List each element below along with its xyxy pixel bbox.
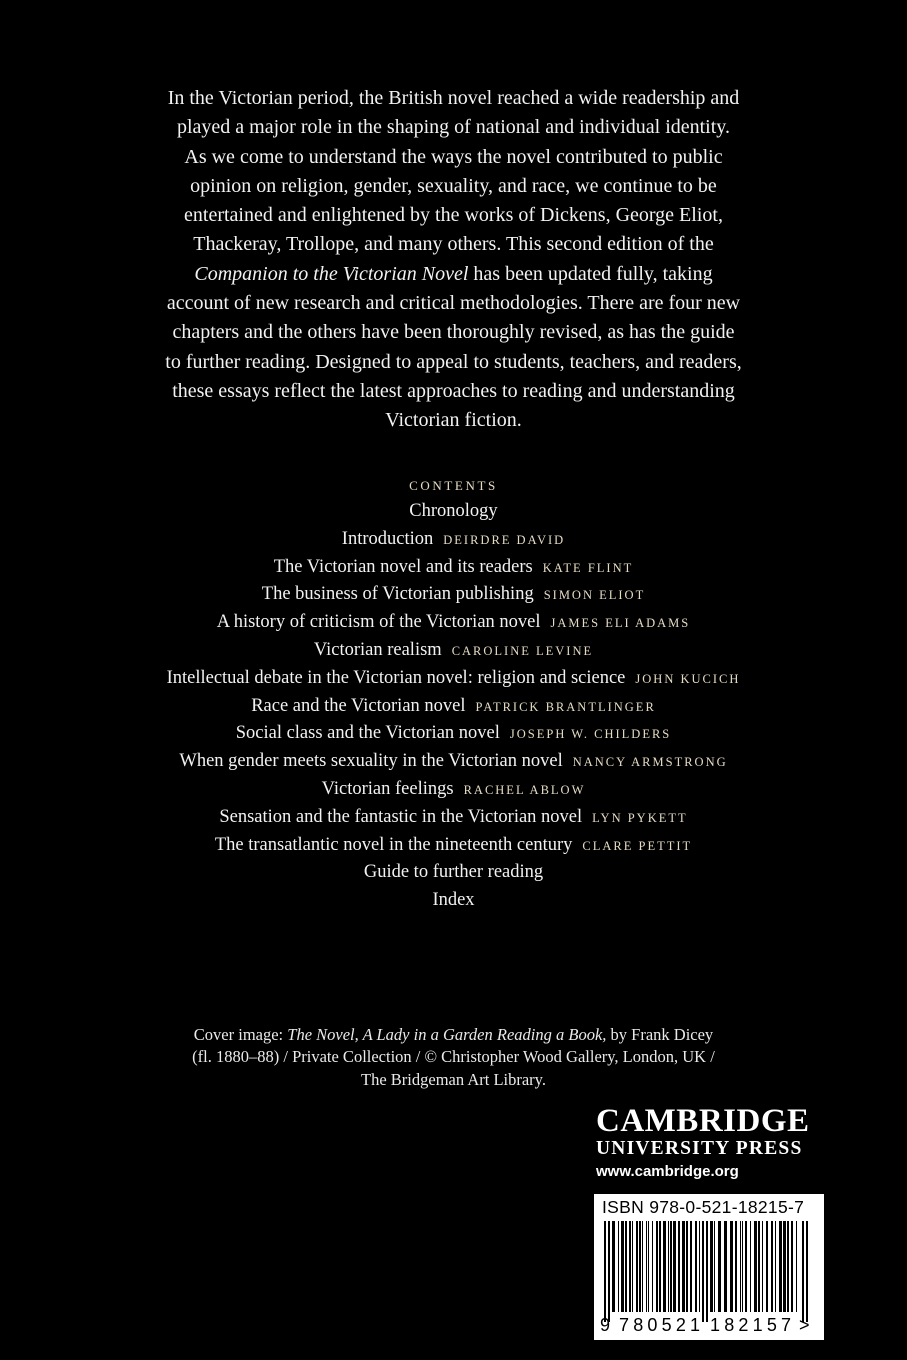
barcode-bar [779, 1221, 782, 1312]
contents-list [0, 474, 907, 915]
toc-author: KATE FLINT [542, 560, 634, 575]
barcode-bar [714, 1221, 715, 1312]
barcode-bar [742, 1221, 743, 1312]
barcode-bar [802, 1221, 804, 1322]
toc-author: JOSEPH W. CHILDERS [509, 727, 672, 742]
barcode-bar [754, 1221, 757, 1312]
barcode-bar [791, 1221, 793, 1312]
barcode-bar [678, 1221, 680, 1312]
barcode-bar [642, 1221, 643, 1312]
ean-lead-digit: 9 [600, 1315, 611, 1335]
blurb-line-3: As we come to understand the ways the novel contributed to public [184, 145, 723, 168]
toc-author: JOHN KUCICH [635, 671, 741, 686]
barcode-bar [648, 1221, 649, 1312]
barcode-bar [656, 1221, 658, 1312]
toc-author: NANCY ARMSTRONG [572, 755, 728, 770]
toc-author: CAROLINE LEVINE [451, 643, 594, 658]
barcode-bar [762, 1221, 763, 1312]
toc-item [0, 526, 907, 554]
barcode-bar [740, 1221, 741, 1312]
toc-author: SIMON ELIOT [543, 588, 646, 603]
barcode-bar [639, 1221, 641, 1312]
toc-title: The business of Victorian publishing [261, 584, 534, 605]
cover-credit [150, 1024, 757, 1091]
barcode-bar [686, 1221, 688, 1312]
credit-line-1 [150, 1024, 757, 1046]
blurb [115, 84, 792, 436]
toc-item [0, 665, 907, 693]
blurb-line-7 [115, 260, 792, 289]
blurb-line-6: Thackeray, Trollope, and many others. This second edition of the [193, 233, 714, 256]
barcode-bar [718, 1221, 721, 1312]
barcode-bar [706, 1221, 708, 1322]
ean-quiet-mark: > [799, 1315, 810, 1335]
toc-rows [0, 498, 907, 915]
toc-title: The transatlantic novel in the nineteenth century [214, 834, 573, 855]
toc-item [0, 776, 907, 804]
ean-right-digits: 182157 [710, 1315, 796, 1335]
credit-artist: by Frank Dicey [606, 1025, 714, 1044]
barcode-bar [710, 1221, 713, 1312]
credit-prefix: Cover image: [193, 1025, 288, 1044]
toc-title: Sensation and the fantastic in the Victorian novel [219, 806, 583, 827]
barcode-bar [612, 1221, 615, 1312]
toc-item [0, 609, 907, 637]
toc-title: A history of criticism of the Victorian novel [216, 612, 541, 633]
blurb-line-11: these essays reflect the latest approaches to reading and understanding [172, 379, 735, 402]
barcode-bar [796, 1221, 797, 1312]
toc-item [0, 554, 907, 582]
barcode-bar [604, 1221, 606, 1322]
barcode-bar [702, 1221, 704, 1322]
toc-title: Chronology [409, 501, 498, 521]
toc-author: PATRICK BRANTLINGER [475, 699, 656, 714]
isbn-label: ISBN 978-0-521-18215-7 [602, 1197, 805, 1217]
blurb-line-10: to further reading. Designed to appeal to students, teachers, and readers, [165, 350, 742, 373]
toc-item [0, 581, 907, 609]
barcode-bar [724, 1221, 727, 1312]
barcode-bar [668, 1221, 669, 1312]
barcode-bar [695, 1221, 697, 1312]
publisher-logo [596, 1104, 826, 1182]
toc-title: Intellectual debate in the Victorian novel: religion and science [166, 667, 626, 688]
barcode-bar [673, 1221, 676, 1312]
publisher-url: www.cambridge.org [596, 1163, 739, 1180]
blurb-line-5: entertained and enlightened by the works of Dickens, George Eliot, [184, 204, 723, 227]
toc-item [0, 693, 907, 721]
toc-title: Guide to further reading [363, 862, 544, 883]
barcode-bar [783, 1221, 786, 1312]
toc-item [0, 887, 907, 915]
blurb-line-9: chapters and the others have been thoroughly revised, as has the guide [172, 321, 735, 344]
ean-digits [594, 1315, 824, 1337]
toc-item [0, 498, 907, 526]
toc-item [0, 832, 907, 860]
credit-artwork-title: The Novel, A Lady in a Garden Reading a Book, [287, 1025, 607, 1044]
barcode-bar [646, 1221, 647, 1312]
barcode-bar [771, 1221, 773, 1312]
barcode-bar [758, 1221, 760, 1312]
toc-item [0, 720, 907, 748]
barcode-bar [629, 1221, 631, 1312]
toc-author: LYN PYKETT [592, 810, 688, 825]
toc-title: The Victorian novel and its readers [273, 556, 533, 577]
toc-title: When gender meets sexuality in the Victorian novel [179, 751, 563, 772]
barcode-bar [730, 1221, 733, 1312]
blurb-book-title: Companion to the Victorian Novel [194, 262, 469, 285]
barcode-bar [663, 1221, 666, 1312]
toc-title: Social class and the Victorian novel [235, 723, 500, 744]
barcode-bar [659, 1221, 661, 1312]
blurb-line-4: opinion on religion, gender, sexuality, and race, we continue to be [190, 174, 717, 197]
credit-line-3: The Bridgeman Art Library. [361, 1069, 546, 1089]
blurb-line-1: In the Victorian period, the British novel reached a wide readership and [167, 87, 740, 109]
toc-author: CLARE PETTIT [582, 838, 693, 853]
barcode-bar [745, 1221, 747, 1312]
toc-item [0, 748, 907, 776]
toc-title: Victorian feelings [321, 778, 454, 799]
barcode-bar [682, 1221, 685, 1312]
barcode-bar [750, 1221, 751, 1312]
barcode-box [594, 1194, 824, 1340]
blurb-line-12: Victorian fiction. [385, 409, 522, 432]
toc-item [0, 637, 907, 665]
publisher-subtitle: UNIVERSITY PRESS [596, 1138, 803, 1159]
barcode-bar [621, 1221, 624, 1312]
toc-author: JAMES ELI ADAMS [550, 616, 691, 631]
credit-line-2: (fl. 1880–88) / Private Collection / © Christopher Wood Gallery, London, UK / [192, 1047, 715, 1067]
barcode-bar [632, 1221, 633, 1312]
barcode-bar [636, 1221, 638, 1312]
toc-title: Introduction [341, 528, 434, 549]
barcode-bar [735, 1221, 737, 1312]
barcode-bar [652, 1221, 653, 1312]
barcode-bar [775, 1221, 776, 1312]
barcode-bar [670, 1221, 672, 1312]
toc-title: Index [432, 890, 475, 911]
barcode-bar [608, 1221, 610, 1322]
barcode-bar [625, 1221, 627, 1312]
barcode-bar [806, 1221, 808, 1322]
barcode-bar [618, 1221, 619, 1312]
barcode-bar [787, 1221, 789, 1312]
contents-heading: CONTENTS [409, 478, 498, 493]
toc-item [0, 859, 907, 887]
barcode-bar [690, 1221, 692, 1312]
toc-title: Race and the Victorian novel [251, 695, 466, 716]
blurb-line-2: played a major role in the shaping of national and individual identity. [176, 116, 730, 139]
toc-item [0, 804, 907, 832]
barcode-bar [699, 1221, 700, 1312]
toc-author: RACHEL ABLOW [463, 782, 586, 797]
blurb-line-7-rest: has been updated fully, taking [468, 262, 713, 285]
toc-title: Victorian realism [313, 639, 442, 660]
toc-author: DEIRDRE DAVID [443, 532, 566, 547]
publisher-name: CAMBRIDGE [596, 1103, 810, 1139]
ean-left-digits: 780521 [619, 1315, 705, 1335]
barcode-bar [766, 1221, 768, 1312]
blurb-line-8: account of new research and critical methodologies. There are four new [166, 292, 741, 315]
